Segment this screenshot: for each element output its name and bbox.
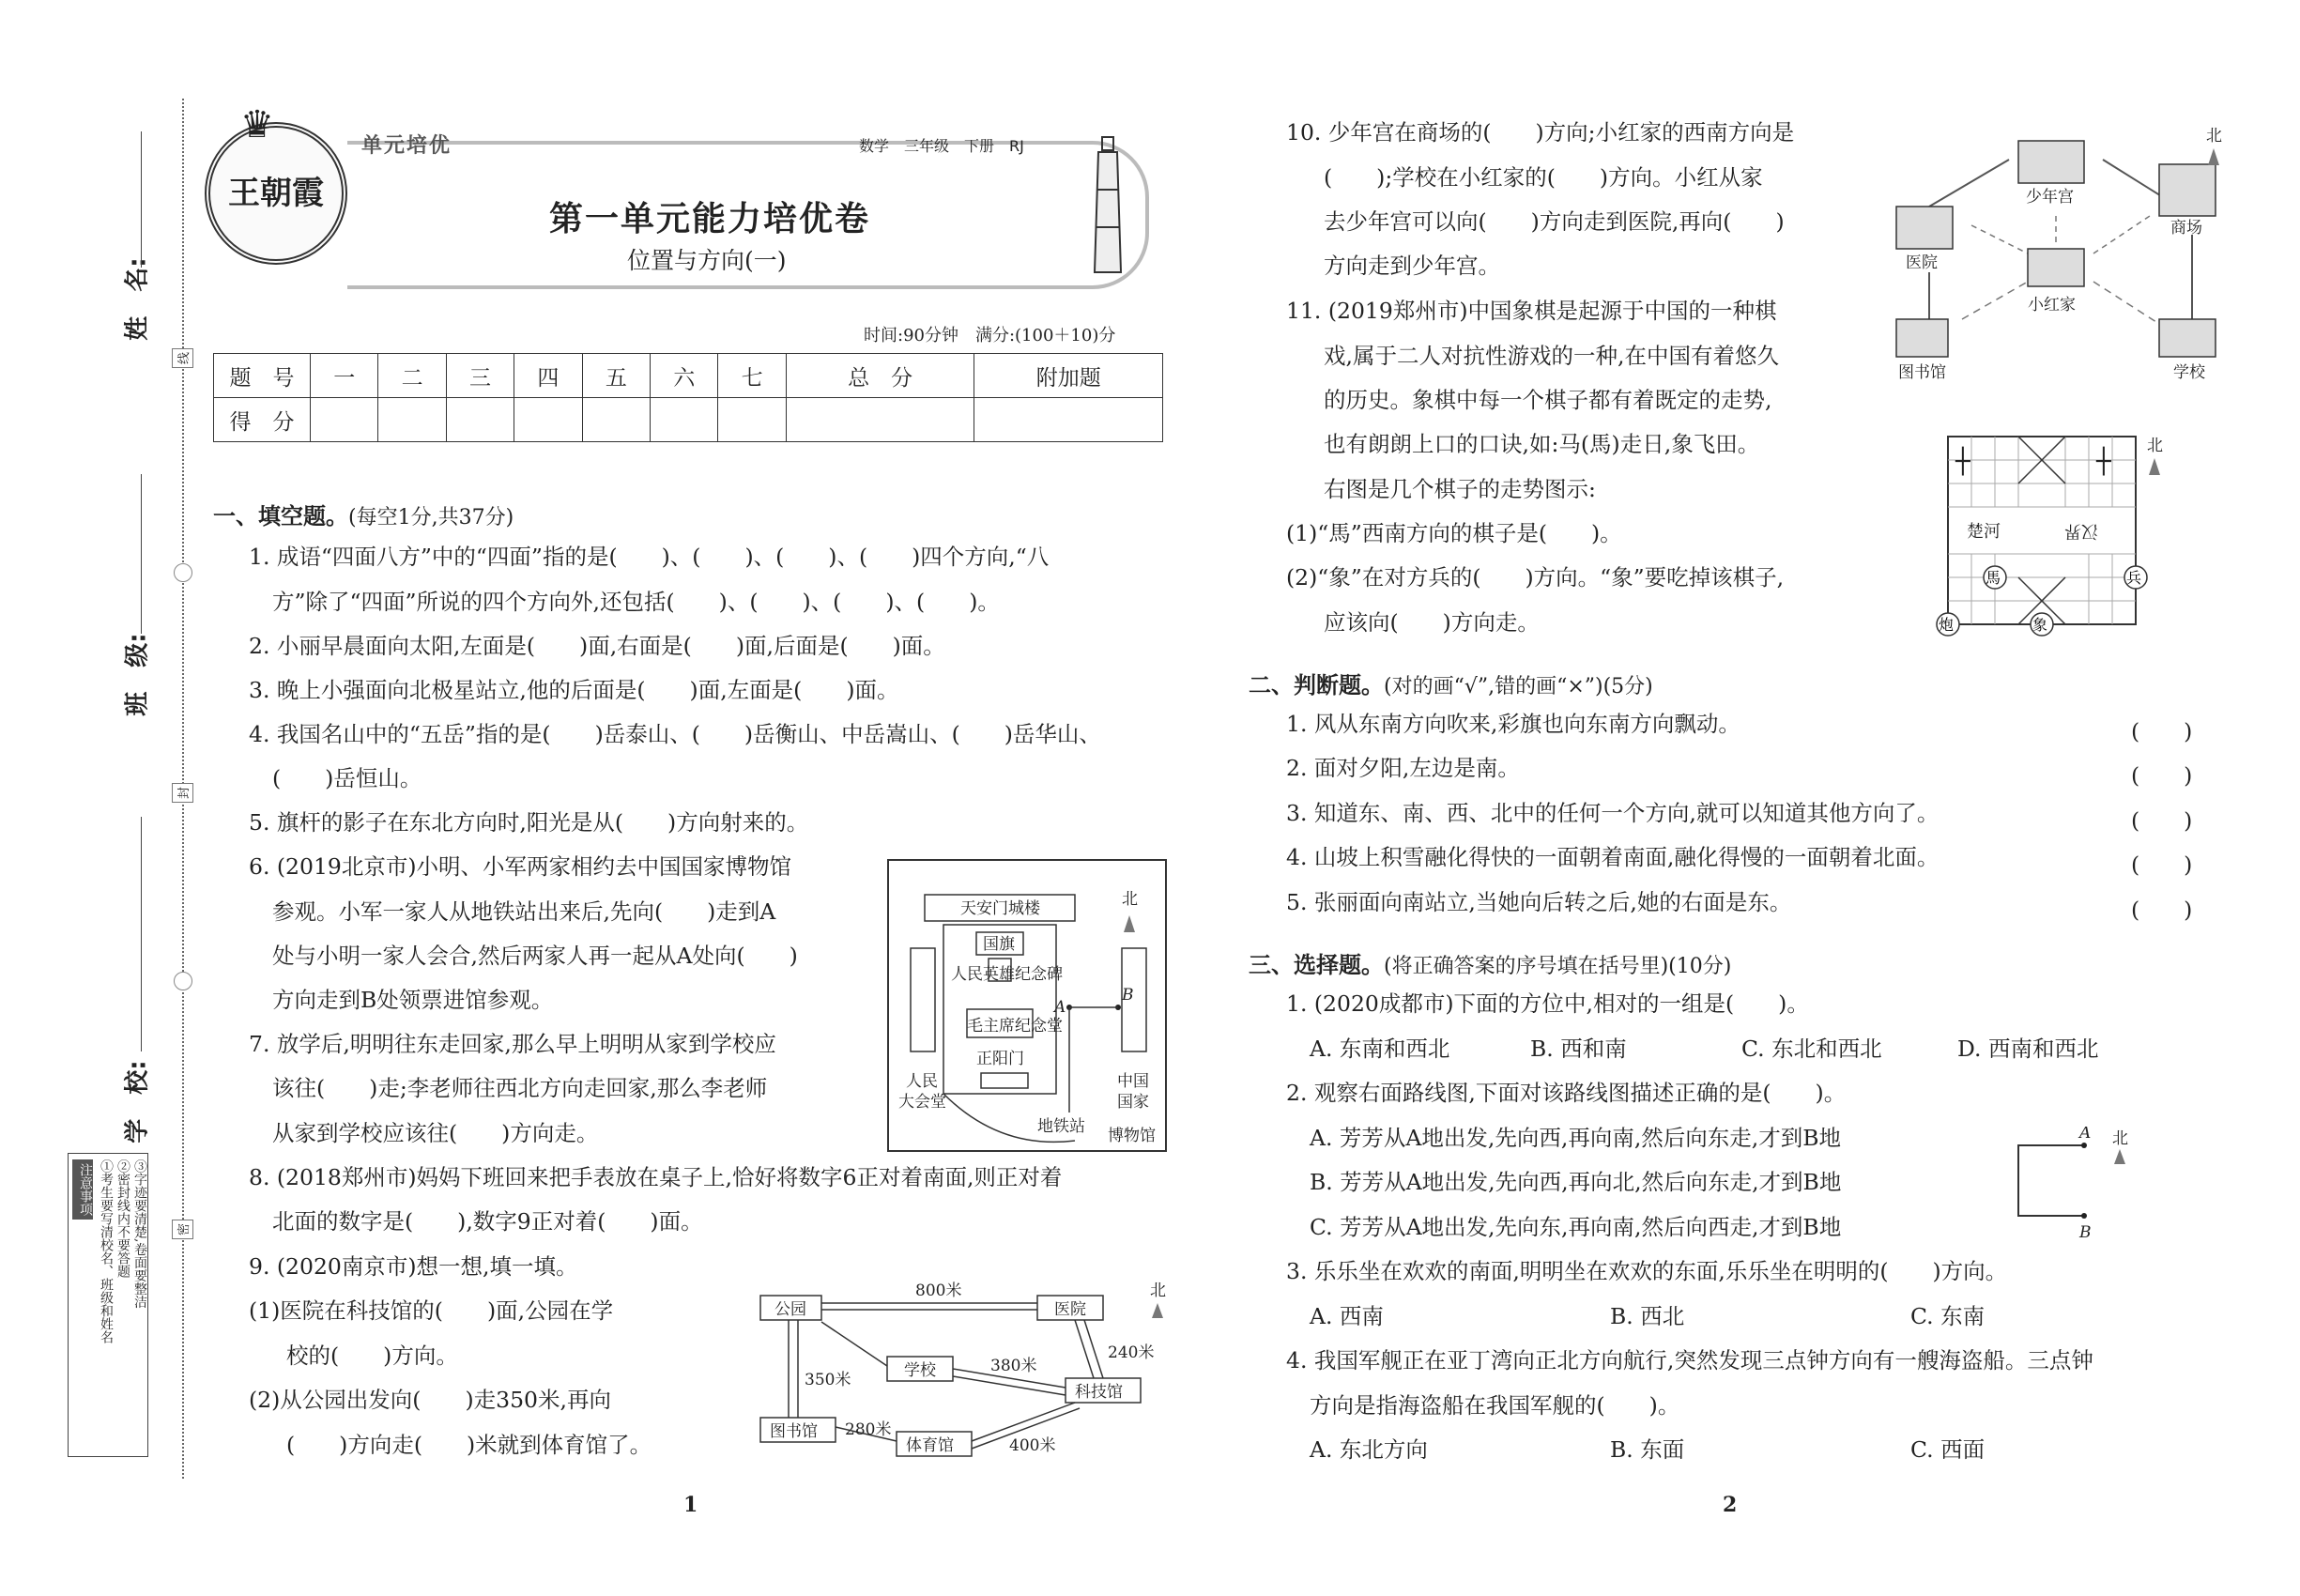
judge-2-answer[interactable]: ( ) (2131, 762, 2193, 789)
north-label: 北 (2112, 1129, 2128, 1148)
binding-hole-1 (174, 563, 192, 582)
north-arrow-icon (2208, 148, 2219, 165)
score-cell: 一 (311, 354, 378, 398)
score-cell: 附加题 (974, 354, 1163, 398)
map-label-monument: 人民英雄纪念碑 (951, 965, 1063, 984)
section-2-heading: 二、判断题。 (1249, 671, 1384, 698)
q7-line1: 7. 放学后,明明往东走回家,那么早上明明从家到学校应 (249, 1031, 776, 1057)
map-label-tiananmen: 天安门城楼 (960, 899, 1040, 918)
section-3-note: (将正确答案的序号填在括号里)(10分) (1384, 955, 1732, 978)
q9-2-line1: (2)从公园出发向( )走350米,再向 (249, 1387, 611, 1413)
node-label-science: 科技馆 (1075, 1383, 1123, 1402)
choice-1-option-d[interactable]: D. 西南和西北 (1957, 1036, 2099, 1062)
q9-intro: 9. (2020南京市)想一想,填一填。 (249, 1253, 578, 1280)
score-input[interactable] (651, 398, 718, 442)
choice-4-line2: 方向是指海盗船在我国军舰的( )。 (1310, 1392, 1680, 1419)
map-label-zhengyang: 正阳门 (976, 1050, 1024, 1068)
move-mark: ┼ (1955, 448, 1970, 476)
building-mall-icon (2159, 164, 2216, 216)
road-dashed (2093, 282, 2159, 324)
q1-line2: 方”除了“四面”所说的四个方向外,还包括( )、( )、( )、( )。 (272, 589, 1000, 615)
score-cell: 五 (582, 354, 650, 398)
judge-1-answer[interactable]: ( ) (2131, 718, 2193, 744)
q11-line1: 11. (2019郑州市)中国象棋是起源于中国的一种棋 (1286, 298, 1777, 324)
q1-line1: 1. 成语“四面八方”中的“四面”指的是( )、( )、( )、( )四个方向,“八 (249, 544, 1050, 570)
label-b: B (2079, 1223, 2092, 1239)
score-table-header-row (214, 354, 1163, 398)
section-2-note: (对的画“√”,错的画“×”)(5分) (1384, 675, 1653, 698)
map-label-subway: 地铁站 (1037, 1117, 1085, 1136)
label-a: A (2079, 1127, 2092, 1143)
score-cell: 题 号 (214, 354, 311, 398)
score-row-label: 得 分 (214, 398, 311, 442)
choice-4-line1: 4. 我国军舰正在亚丁湾向正北方向航行,突然发现三点钟方向有一艘海盗船。三点钟 (1286, 1347, 2093, 1373)
name-label: 姓 名: (123, 257, 152, 341)
cut-mark-1: 线 (172, 348, 193, 368)
zhengyang-gate (981, 1073, 1028, 1088)
choice-2-option-b[interactable]: B. 芳芳从A地出发,先向西,再向北,然后向东走,才到B地 (1310, 1169, 1842, 1195)
q7-line3: 从家到学校应该往( )方向走。 (272, 1120, 599, 1146)
piece-soldier-label: 兵 (2126, 569, 2142, 587)
building-hospital-icon (1896, 207, 1953, 249)
score-cell: 六 (651, 354, 718, 398)
score-input[interactable] (446, 398, 514, 442)
judge-4: 4. 山坡上积雪融化得快的一面朝着南面,融化得慢的一面朝着北面。 (1286, 844, 1940, 870)
score-table (213, 353, 1163, 442)
road (953, 1376, 1066, 1395)
distance-label: 400米 (1009, 1436, 1056, 1455)
score-cell: 七 (718, 354, 786, 398)
judge-5: 5. 张丽面向南站立,当她向后转之后,她的右面是东。 (1286, 889, 1792, 915)
tiananmen-map (887, 859, 1169, 1155)
choice-3: 3. 乐乐坐在欢欢的南面,明明坐在欢欢的东面,乐乐坐在明明的( )方向。 (1286, 1258, 2008, 1284)
q10-line3: 去少年宫可以向( )方向走到医院,再向( ) (1324, 208, 1785, 235)
q11-line2: 戏,属于二人对抗性游戏的一种,在中国有着悠久 (1324, 343, 1779, 369)
score-table-row (214, 398, 1163, 442)
q4-line2: ( )岳恒山。 (272, 765, 422, 791)
map-label-museum-1: 中国 (1117, 1072, 1149, 1091)
page-number-right: 2 (1723, 1493, 1738, 1517)
score-input[interactable] (786, 398, 974, 442)
cut-mark-3: 密 (172, 1220, 193, 1239)
point-a (2081, 1143, 2087, 1148)
judge-3: 3. 知道东、南、西、北中的任何一个方向,就可以知道其他方向了。 (1286, 800, 1940, 826)
piece-horse-label: 馬 (1986, 569, 2001, 587)
map-label-b: B (1122, 986, 1134, 1005)
notice-item-1: ①考生要写清校名、班级和姓名 (99, 1159, 114, 1343)
score-cell: 二 (378, 354, 446, 398)
north-arrow-icon (1124, 915, 1135, 932)
q11-line5: 右图是几个棋子的走势图示: (1324, 476, 1596, 502)
section-1-heading: 一、填空题。 (213, 502, 348, 529)
distance-label: 380米 (990, 1357, 1037, 1375)
page-subtitle: 位置与方向(一) (627, 247, 787, 274)
score-cell: 三 (446, 354, 514, 398)
q2: 2. 小丽早晨面向太阳,左面是( )面,右面是( )面,后面是( )面。 (249, 633, 945, 659)
north-arrow-icon (2114, 1149, 2125, 1164)
road-dashed (2093, 216, 2150, 253)
north-label: 北 (1150, 1281, 1166, 1300)
road (1084, 1320, 1103, 1378)
q10-line4: 方向走到少年宫。 (1324, 253, 1500, 279)
road (972, 1403, 1075, 1441)
river-label: 楚河 (1967, 522, 2001, 542)
north-label: 北 (2206, 127, 2222, 146)
judge-5-answer[interactable]: ( ) (2131, 897, 2193, 923)
score-cell: 四 (514, 354, 582, 398)
q8-line2: 北面的数字是( ),数字9正对着( )面。 (272, 1208, 703, 1235)
choice-1-option-b[interactable]: B. 西和南 (1530, 1036, 1627, 1062)
school-field[interactable] (141, 817, 142, 1051)
building-home-icon (2028, 249, 2084, 286)
map-label-museum-2: 国家 (1117, 1093, 1149, 1112)
score-input[interactable] (311, 398, 378, 442)
north-label: 北 (2147, 437, 2163, 455)
notice-title: 注意事项 (72, 1159, 93, 1220)
north-arrow-icon (2149, 458, 2160, 475)
q11-sub2: (2)“象”在对方兵的( )方向。“象”要吃掉该棋子, (1286, 564, 1785, 591)
q11-line4: 也有朗朗上口的口诀,如:马(馬)走日,象飞田。 (1324, 431, 1760, 457)
time-score-info: 时间:90分钟 满分:(100＋10)分 (864, 326, 1116, 345)
notice-box (68, 1153, 148, 1457)
hall-building (911, 948, 935, 1051)
choice-2: 2. 观察右面路线图,下面对该路线图描述正确的是( )。 (1286, 1080, 1847, 1106)
choice-2-option-a[interactable]: A. 芳芳从A地出发,先向西,再向南,然后向东走,才到B地 (1310, 1125, 1842, 1151)
piece-cannon-label: 炮 (1939, 616, 1955, 634)
map-label-mausoleum: 毛主席纪念堂 (967, 1017, 1063, 1036)
q6-line3: 处与小明一家人会合,然后两家人再一起从A处向( ) (272, 943, 798, 969)
node-label-hospital: 医院 (1054, 1300, 1086, 1319)
city-label-palace: 少年宫 (2026, 188, 2074, 207)
node-label-library: 图书馆 (770, 1422, 818, 1441)
q7-line2: 该往( )走;李老师往西北方向走回家,那么李老师 (272, 1075, 768, 1101)
q11-line3: 的历史。象棋中每一个棋子都有着既定的走势, (1324, 387, 1772, 413)
cut-mark-2: 封 (172, 783, 193, 803)
section-1-note: (每空1分,共37分) (348, 506, 514, 529)
map-label-hall-2: 大会堂 (898, 1093, 946, 1112)
map-label-museum-3: 博物馆 (1108, 1127, 1156, 1145)
map-label-flag: 国旗 (983, 935, 1015, 954)
building-school-icon (2159, 319, 2216, 357)
river-label-2: 汉界 (2064, 521, 2098, 541)
choice-1: 1. (2020成都市)下面的方位中,相对的一组是( )。 (1286, 990, 1809, 1017)
distance-label: 350米 (805, 1371, 851, 1389)
road-dashed (1971, 225, 2028, 253)
q10-line1: 10. 少年宫在商场的( )方向;小红家的西南方向是 (1286, 119, 1795, 146)
piece-elephant-label: 象 (2032, 616, 2048, 634)
score-input[interactable] (582, 398, 650, 442)
binding-hole-2 (174, 972, 192, 990)
page-title: 第一单元能力培优卷 (549, 200, 871, 238)
route-path (2018, 1145, 2084, 1216)
road (821, 1322, 887, 1366)
point-b (2081, 1213, 2087, 1219)
q6-line2: 参观。小军一家人从地铁站出来后,先向( )走到A (272, 898, 776, 925)
ab-route-diagram (2000, 1127, 2150, 1239)
building-palace-icon (2018, 141, 2084, 183)
q10-line2: ( );学校在小红家的( )方向。小红从家 (1324, 164, 1763, 191)
q5: 5. 旗杆的影子在东北方向时,阳光是从( )方向射来的。 (249, 809, 809, 836)
lighthouse-icon (1089, 133, 1127, 274)
section-2-title (1249, 667, 1653, 699)
building-library-icon (1896, 319, 1948, 357)
q9-2-line2: ( )方向走( )米就到体育馆了。 (286, 1432, 652, 1458)
logo-text: 王朝霞 (228, 175, 324, 212)
class-label: 班 级: (123, 633, 152, 716)
city-label-school: 学校 (2173, 363, 2205, 382)
road (1929, 160, 2009, 207)
choice-3-option-c[interactable]: C. 东南 (1910, 1303, 1986, 1329)
map-label-hall-1: 人民 (906, 1072, 938, 1091)
choice-4-option-c[interactable]: C. 西面 (1910, 1436, 1986, 1463)
judge-1: 1. 风从东南方向吹来,彩旗也向东南方向飘动。 (1286, 711, 1740, 737)
choice-4-option-a[interactable]: A. 东北方向 (1310, 1436, 1428, 1463)
move-mark: ┼ (2096, 448, 2111, 476)
judge-4-answer[interactable]: ( ) (2131, 852, 2193, 878)
q11-sub1: (1)“馬”西南方向的棋子是( )。 (1286, 520, 1622, 546)
node-label-park: 公园 (774, 1300, 806, 1319)
distance-label: 800米 (915, 1281, 962, 1300)
choice-3-option-b[interactable]: B. 西北 (1610, 1303, 1685, 1329)
score-input[interactable] (514, 398, 582, 442)
judge-2: 2. 面对夕阳,左边是南。 (1286, 755, 1520, 781)
city-label-hospital: 医院 (1906, 253, 1938, 272)
q11-sub2-line2: 应该向( )方向走。 (1324, 609, 1540, 636)
city-label-mall: 商场 (2170, 219, 2202, 238)
logo (205, 103, 347, 265)
city-label-home: 小红家 (2028, 296, 2076, 315)
q6-line4: 方向走到B处领票进馆参观。 (272, 987, 554, 1013)
q9-1-line2: 校的( )方向。 (286, 1343, 458, 1369)
logo-crown-icon: ♛ (240, 103, 274, 146)
choice-3-option-a[interactable]: A. 西南 (1310, 1303, 1384, 1329)
q9-1-line1: (1)医院在科技馆的( )面,公园在学 (249, 1297, 614, 1324)
subject-meta: 数学 三年级 下册 RJ (859, 137, 1024, 155)
score-input[interactable] (718, 398, 786, 442)
map-label-a: A (1054, 998, 1066, 1017)
distance-label: 240米 (1108, 1343, 1155, 1362)
notice-item-2: ②密封线内不要答题 (115, 1159, 130, 1278)
chess-board (1929, 432, 2201, 638)
north-label: 北 (1122, 890, 1138, 909)
road-dashed (1962, 282, 2028, 319)
q6-line1: 6. (2019北京市)小明、小军两家相约去中国国家博物馆 (249, 853, 792, 880)
section-3-heading: 三、选择题。 (1249, 951, 1384, 978)
unit-badge: 单元培优 (361, 134, 452, 158)
score-input[interactable] (378, 398, 446, 442)
road (1075, 1320, 1094, 1378)
choice-1-option-c[interactable]: C. 东北和西北 (1741, 1036, 1882, 1062)
school-label: 学 校: (123, 1060, 152, 1143)
route-map (756, 1277, 1178, 1460)
section-1-title (213, 498, 514, 530)
name-field[interactable] (141, 131, 142, 268)
notice-item-3: ③字迹要清楚,卷面要整洁 (132, 1159, 147, 1309)
page-number-left: 1 (683, 1493, 698, 1517)
score-cell: 总 分 (786, 354, 974, 398)
node-label-gym: 体育馆 (906, 1436, 954, 1455)
judge-3-answer[interactable]: ( ) (2131, 807, 2193, 834)
score-input[interactable] (974, 398, 1163, 442)
q4-line1: 4. 我国名山中的“五岳”指的是( )岳泰山、( )岳衡山、中岳嵩山、( )岳华山、 (249, 721, 1101, 747)
distance-label: 280米 (845, 1420, 892, 1439)
q3: 3. 晚上小强面向北极星站立,他的后面是( )面,左面是( )面。 (249, 677, 899, 703)
class-field[interactable] (141, 474, 142, 634)
city-map (1878, 122, 2234, 394)
node-label-school: 学校 (904, 1361, 936, 1380)
choice-1-option-a[interactable]: A. 东南和西北 (1310, 1036, 1450, 1062)
choice-2-option-c[interactable]: C. 芳芳从A地出发,先向东,再向南,然后向西走,才到B地 (1310, 1214, 1842, 1240)
section-3-title (1249, 946, 1731, 979)
q8-line1: 8. (2018郑州市)妈妈下班回来把手表放在桌子上,恰好将数字6正对着南面,则正对着 (249, 1164, 1063, 1190)
choice-4-option-b[interactable]: B. 东面 (1610, 1436, 1685, 1463)
city-label-library: 图书馆 (1898, 363, 1946, 382)
north-arrow-icon (1152, 1303, 1163, 1318)
